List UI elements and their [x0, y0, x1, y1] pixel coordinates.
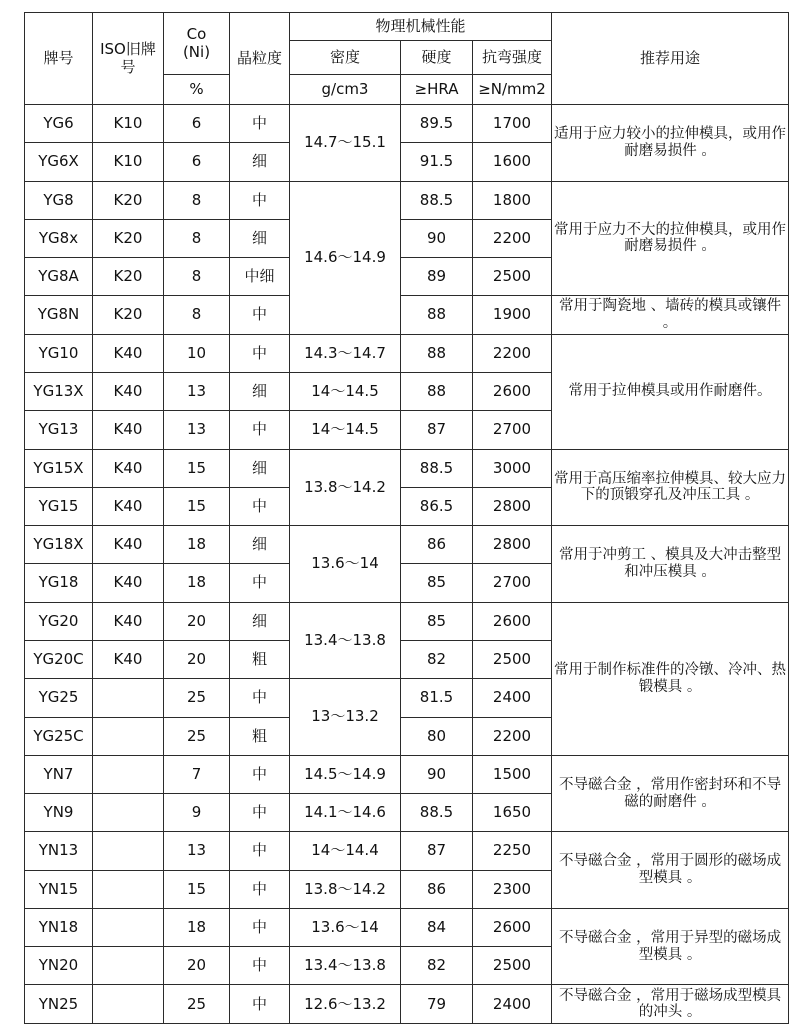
- cobalt-percent-cell: 15: [164, 449, 230, 487]
- iso-grade-cell: K20: [93, 258, 164, 296]
- iso-grade-cell: K40: [93, 334, 164, 372]
- hardness-cell: 81.5: [401, 679, 473, 717]
- header-density-unit: g/cm3: [290, 75, 401, 105]
- header-density: 密度: [290, 41, 401, 75]
- grade-cell: YG13: [25, 411, 93, 449]
- hardness-cell: 84: [401, 908, 473, 946]
- cobalt-percent-cell: 25: [164, 717, 230, 755]
- bending-strength-cell: 2200: [473, 717, 552, 755]
- grain-size-cell: 中: [230, 564, 290, 602]
- grain-size-cell: 中: [230, 411, 290, 449]
- grade-cell: YG18: [25, 564, 93, 602]
- grain-size-cell: 细: [230, 143, 290, 181]
- iso-grade-cell: K40: [93, 449, 164, 487]
- bending-strength-cell: 2600: [473, 372, 552, 410]
- grain-size-cell: 细: [230, 449, 290, 487]
- iso-grade-cell: [93, 985, 164, 1024]
- iso-grade-cell: [93, 717, 164, 755]
- iso-grade-cell: [93, 679, 164, 717]
- density-cell: 13.4～13.8: [290, 602, 401, 679]
- iso-grade-cell: [93, 755, 164, 793]
- grain-size-cell: 粗: [230, 640, 290, 678]
- iso-grade-cell: [93, 870, 164, 908]
- grain-size-cell: 细: [230, 372, 290, 410]
- header-grain-size: 晶粒度: [230, 13, 290, 105]
- density-cell: 14.1～14.6: [290, 794, 401, 832]
- cobalt-percent-cell: 6: [164, 143, 230, 181]
- cobalt-percent-cell: 20: [164, 640, 230, 678]
- cobalt-percent-cell: 7: [164, 755, 230, 793]
- iso-grade-cell: K10: [93, 105, 164, 143]
- bending-strength-cell: 1900: [473, 296, 552, 334]
- hardness-cell: 87: [401, 832, 473, 870]
- grade-cell: YG8x: [25, 219, 93, 257]
- grain-size-cell: 细: [230, 602, 290, 640]
- application-cell: 常用于应力不大的拉伸模具，或用作耐磨易损件 。: [552, 181, 789, 296]
- grade-cell: YG10: [25, 334, 93, 372]
- density-cell: 12.6～13.2: [290, 985, 401, 1024]
- bending-strength-cell: 2300: [473, 870, 552, 908]
- hardness-cell: 80: [401, 717, 473, 755]
- cobalt-percent-cell: 18: [164, 908, 230, 946]
- grade-cell: YG20C: [25, 640, 93, 678]
- hardness-cell: 88: [401, 372, 473, 410]
- grade-cell: YG13X: [25, 372, 93, 410]
- iso-grade-cell: K40: [93, 602, 164, 640]
- hardness-cell: 91.5: [401, 143, 473, 181]
- hardness-cell: 89.5: [401, 105, 473, 143]
- grade-cell: YG25C: [25, 717, 93, 755]
- cobalt-percent-cell: 10: [164, 334, 230, 372]
- grade-cell: YN18: [25, 908, 93, 946]
- grain-size-cell: 中: [230, 832, 290, 870]
- table-body: [25, 105, 789, 1024]
- iso-grade-cell: K10: [93, 143, 164, 181]
- header-bending-strength: 抗弯强度: [473, 41, 552, 75]
- application-cell: 常用于拉伸模具或用作耐磨件。: [552, 334, 789, 449]
- density-cell: 13.8～14.2: [290, 449, 401, 526]
- table-row: [25, 105, 789, 143]
- density-cell: 14.6～14.9: [290, 181, 401, 334]
- hardness-cell: 86: [401, 526, 473, 564]
- grade-cell: YG6: [25, 105, 93, 143]
- grade-cell: YG8A: [25, 258, 93, 296]
- density-cell: 13.6～14: [290, 908, 401, 946]
- bending-strength-cell: 3000: [473, 449, 552, 487]
- header-physical-properties: 物理机械性能: [290, 13, 552, 41]
- grade-cell: YG15X: [25, 449, 93, 487]
- hardness-cell: 90: [401, 755, 473, 793]
- hardness-cell: 88.5: [401, 794, 473, 832]
- bending-strength-cell: 1800: [473, 181, 552, 219]
- header-iso-old: [93, 13, 164, 105]
- application-cell: 不导磁合金 ，常用作密封环和不导磁的耐磨件 。: [552, 755, 789, 832]
- bending-strength-cell: 1700: [473, 105, 552, 143]
- cobalt-percent-cell: 9: [164, 794, 230, 832]
- cobalt-percent-cell: 15: [164, 870, 230, 908]
- bending-strength-cell: 2400: [473, 985, 552, 1024]
- cobalt-percent-cell: 13: [164, 372, 230, 410]
- bending-strength-cell: 2250: [473, 832, 552, 870]
- iso-grade-cell: [93, 832, 164, 870]
- table-row: [25, 908, 789, 946]
- carbide-grade-table: [24, 12, 789, 1024]
- bending-strength-cell: 2500: [473, 947, 552, 985]
- iso-grade-cell: K20: [93, 181, 164, 219]
- cobalt-percent-cell: 20: [164, 947, 230, 985]
- bending-strength-cell: 2500: [473, 640, 552, 678]
- cobalt-percent-cell: 15: [164, 487, 230, 525]
- density-cell: 14.3～14.7: [290, 334, 401, 372]
- density-cell: 14～14.5: [290, 372, 401, 410]
- cobalt-percent-cell: 8: [164, 296, 230, 334]
- header-hardness: 硬度: [401, 41, 473, 75]
- application-cell: 不导磁合金 ，常用于异型的磁场成型模具 。: [552, 908, 789, 985]
- grade-cell: YG8: [25, 181, 93, 219]
- header-grade: 牌号: [25, 13, 93, 105]
- table-row: [25, 755, 789, 793]
- hardness-cell: 82: [401, 640, 473, 678]
- grain-size-cell: 中: [230, 334, 290, 372]
- grain-size-cell: 中细: [230, 258, 290, 296]
- hardness-cell: 79: [401, 985, 473, 1024]
- header-strength-unit: ≥N/mm2: [473, 75, 552, 105]
- iso-grade-cell: K40: [93, 640, 164, 678]
- hardness-cell: 86: [401, 870, 473, 908]
- application-cell: 常用于高压缩率拉伸模具、较大应力下的顶锻穿孔及冲压工具 。: [552, 449, 789, 526]
- hardness-cell: 86.5: [401, 487, 473, 525]
- grain-size-cell: 中: [230, 105, 290, 143]
- hardness-cell: 88: [401, 296, 473, 334]
- table-row: [25, 602, 789, 640]
- bending-strength-cell: 2200: [473, 334, 552, 372]
- header-hardness-unit: ≥HRA: [401, 75, 473, 105]
- grade-cell: YN13: [25, 832, 93, 870]
- grade-cell: YG25: [25, 679, 93, 717]
- bending-strength-cell: 1600: [473, 143, 552, 181]
- iso-grade-cell: [93, 947, 164, 985]
- cobalt-percent-cell: 8: [164, 258, 230, 296]
- hardness-cell: 87: [401, 411, 473, 449]
- header-iso-old-label: ISO旧牌号: [100, 40, 156, 76]
- iso-grade-cell: [93, 794, 164, 832]
- density-cell: 14～14.4: [290, 832, 401, 870]
- hardness-cell: 88.5: [401, 449, 473, 487]
- grade-cell: YG6X: [25, 143, 93, 181]
- application-cell: 常用于冲剪工 、模具及大冲击整型和冲压模具 。: [552, 526, 789, 603]
- application-cell: 不导磁合金 ，常用于圆形的磁场成型模具 。: [552, 832, 789, 909]
- cobalt-percent-cell: 20: [164, 602, 230, 640]
- bending-strength-cell: 2700: [473, 411, 552, 449]
- header-cobalt-label: Co: [186, 25, 207, 44]
- iso-grade-cell: K20: [93, 296, 164, 334]
- bending-strength-cell: 2600: [473, 908, 552, 946]
- bending-strength-cell: 2800: [473, 487, 552, 525]
- table-row: [25, 832, 789, 870]
- iso-grade-cell: K20: [93, 219, 164, 257]
- grain-size-cell: 细: [230, 219, 290, 257]
- iso-grade-cell: K40: [93, 487, 164, 525]
- header-application: 推荐用途: [552, 13, 789, 105]
- grade-cell: YN15: [25, 870, 93, 908]
- iso-grade-cell: [93, 908, 164, 946]
- density-cell: 13.4～13.8: [290, 947, 401, 985]
- cobalt-percent-cell: 25: [164, 679, 230, 717]
- grain-size-cell: 中: [230, 181, 290, 219]
- cobalt-percent-cell: 18: [164, 526, 230, 564]
- bending-strength-cell: 2600: [473, 602, 552, 640]
- bending-strength-cell: 2800: [473, 526, 552, 564]
- iso-grade-cell: K40: [93, 372, 164, 410]
- grade-cell: YN20: [25, 947, 93, 985]
- hardness-cell: 82: [401, 947, 473, 985]
- cobalt-percent-cell: 6: [164, 105, 230, 143]
- cobalt-percent-cell: 18: [164, 564, 230, 602]
- bending-strength-cell: 2400: [473, 679, 552, 717]
- cobalt-percent-cell: 25: [164, 985, 230, 1024]
- hardness-cell: 88: [401, 334, 473, 372]
- header-cobalt-unit: %: [164, 75, 230, 105]
- bending-strength-cell: 2500: [473, 258, 552, 296]
- grain-size-cell: 中: [230, 870, 290, 908]
- hardness-cell: 89: [401, 258, 473, 296]
- application-cell: 不导磁合金 ，常用于磁场成型模具的冲头 。: [552, 985, 789, 1024]
- iso-grade-cell: K40: [93, 564, 164, 602]
- bending-strength-cell: 2200: [473, 219, 552, 257]
- hardness-cell: 85: [401, 564, 473, 602]
- cobalt-percent-cell: 8: [164, 181, 230, 219]
- density-cell: 14.5～14.9: [290, 755, 401, 793]
- grade-cell: YN25: [25, 985, 93, 1024]
- density-cell: 13～13.2: [290, 679, 401, 756]
- header-nickel-label: (Ni): [182, 42, 211, 61]
- hardness-cell: 85: [401, 602, 473, 640]
- grain-size-cell: 中: [230, 947, 290, 985]
- application-cell: 常用于制作标准件的冷镦、冷冲、热锻模具 。: [552, 602, 789, 755]
- grade-cell: YG20: [25, 602, 93, 640]
- cobalt-percent-cell: 8: [164, 219, 230, 257]
- grain-size-cell: 粗: [230, 717, 290, 755]
- grain-size-cell: 中: [230, 985, 290, 1024]
- grade-cell: YG18X: [25, 526, 93, 564]
- cobalt-percent-cell: 13: [164, 832, 230, 870]
- bending-strength-cell: 1650: [473, 794, 552, 832]
- hardness-cell: 90: [401, 219, 473, 257]
- table-row: [25, 181, 789, 219]
- table-row: [25, 296, 789, 334]
- table-row: [25, 985, 789, 1024]
- grain-size-cell: 中: [230, 296, 290, 334]
- header-cobalt: [164, 13, 230, 75]
- iso-grade-cell: K40: [93, 411, 164, 449]
- grain-size-cell: 中: [230, 755, 290, 793]
- grain-size-cell: 细: [230, 526, 290, 564]
- table-row: [25, 526, 789, 564]
- bending-strength-cell: 1500: [473, 755, 552, 793]
- grain-size-cell: 中: [230, 794, 290, 832]
- grain-size-cell: 中: [230, 908, 290, 946]
- grade-cell: YN7: [25, 755, 93, 793]
- hardness-cell: 88.5: [401, 181, 473, 219]
- table-row: [25, 449, 789, 487]
- application-cell: 常用于陶瓷地 、墙砖的模具或镶件 。: [552, 296, 789, 334]
- grain-size-cell: 中: [230, 487, 290, 525]
- density-cell: 14～14.5: [290, 411, 401, 449]
- grain-size-cell: 中: [230, 679, 290, 717]
- application-cell: 适用于应力较小的拉伸模具，或用作耐磨易损件 。: [552, 105, 789, 182]
- bending-strength-cell: 2700: [473, 564, 552, 602]
- density-cell: 14.7～15.1: [290, 105, 401, 182]
- table-row: [25, 334, 789, 372]
- iso-grade-cell: K40: [93, 526, 164, 564]
- grade-cell: YG8N: [25, 296, 93, 334]
- density-cell: 13.8～14.2: [290, 870, 401, 908]
- density-cell: 13.6～14: [290, 526, 401, 603]
- grade-cell: YN9: [25, 794, 93, 832]
- grade-cell: YG15: [25, 487, 93, 525]
- cobalt-percent-cell: 13: [164, 411, 230, 449]
